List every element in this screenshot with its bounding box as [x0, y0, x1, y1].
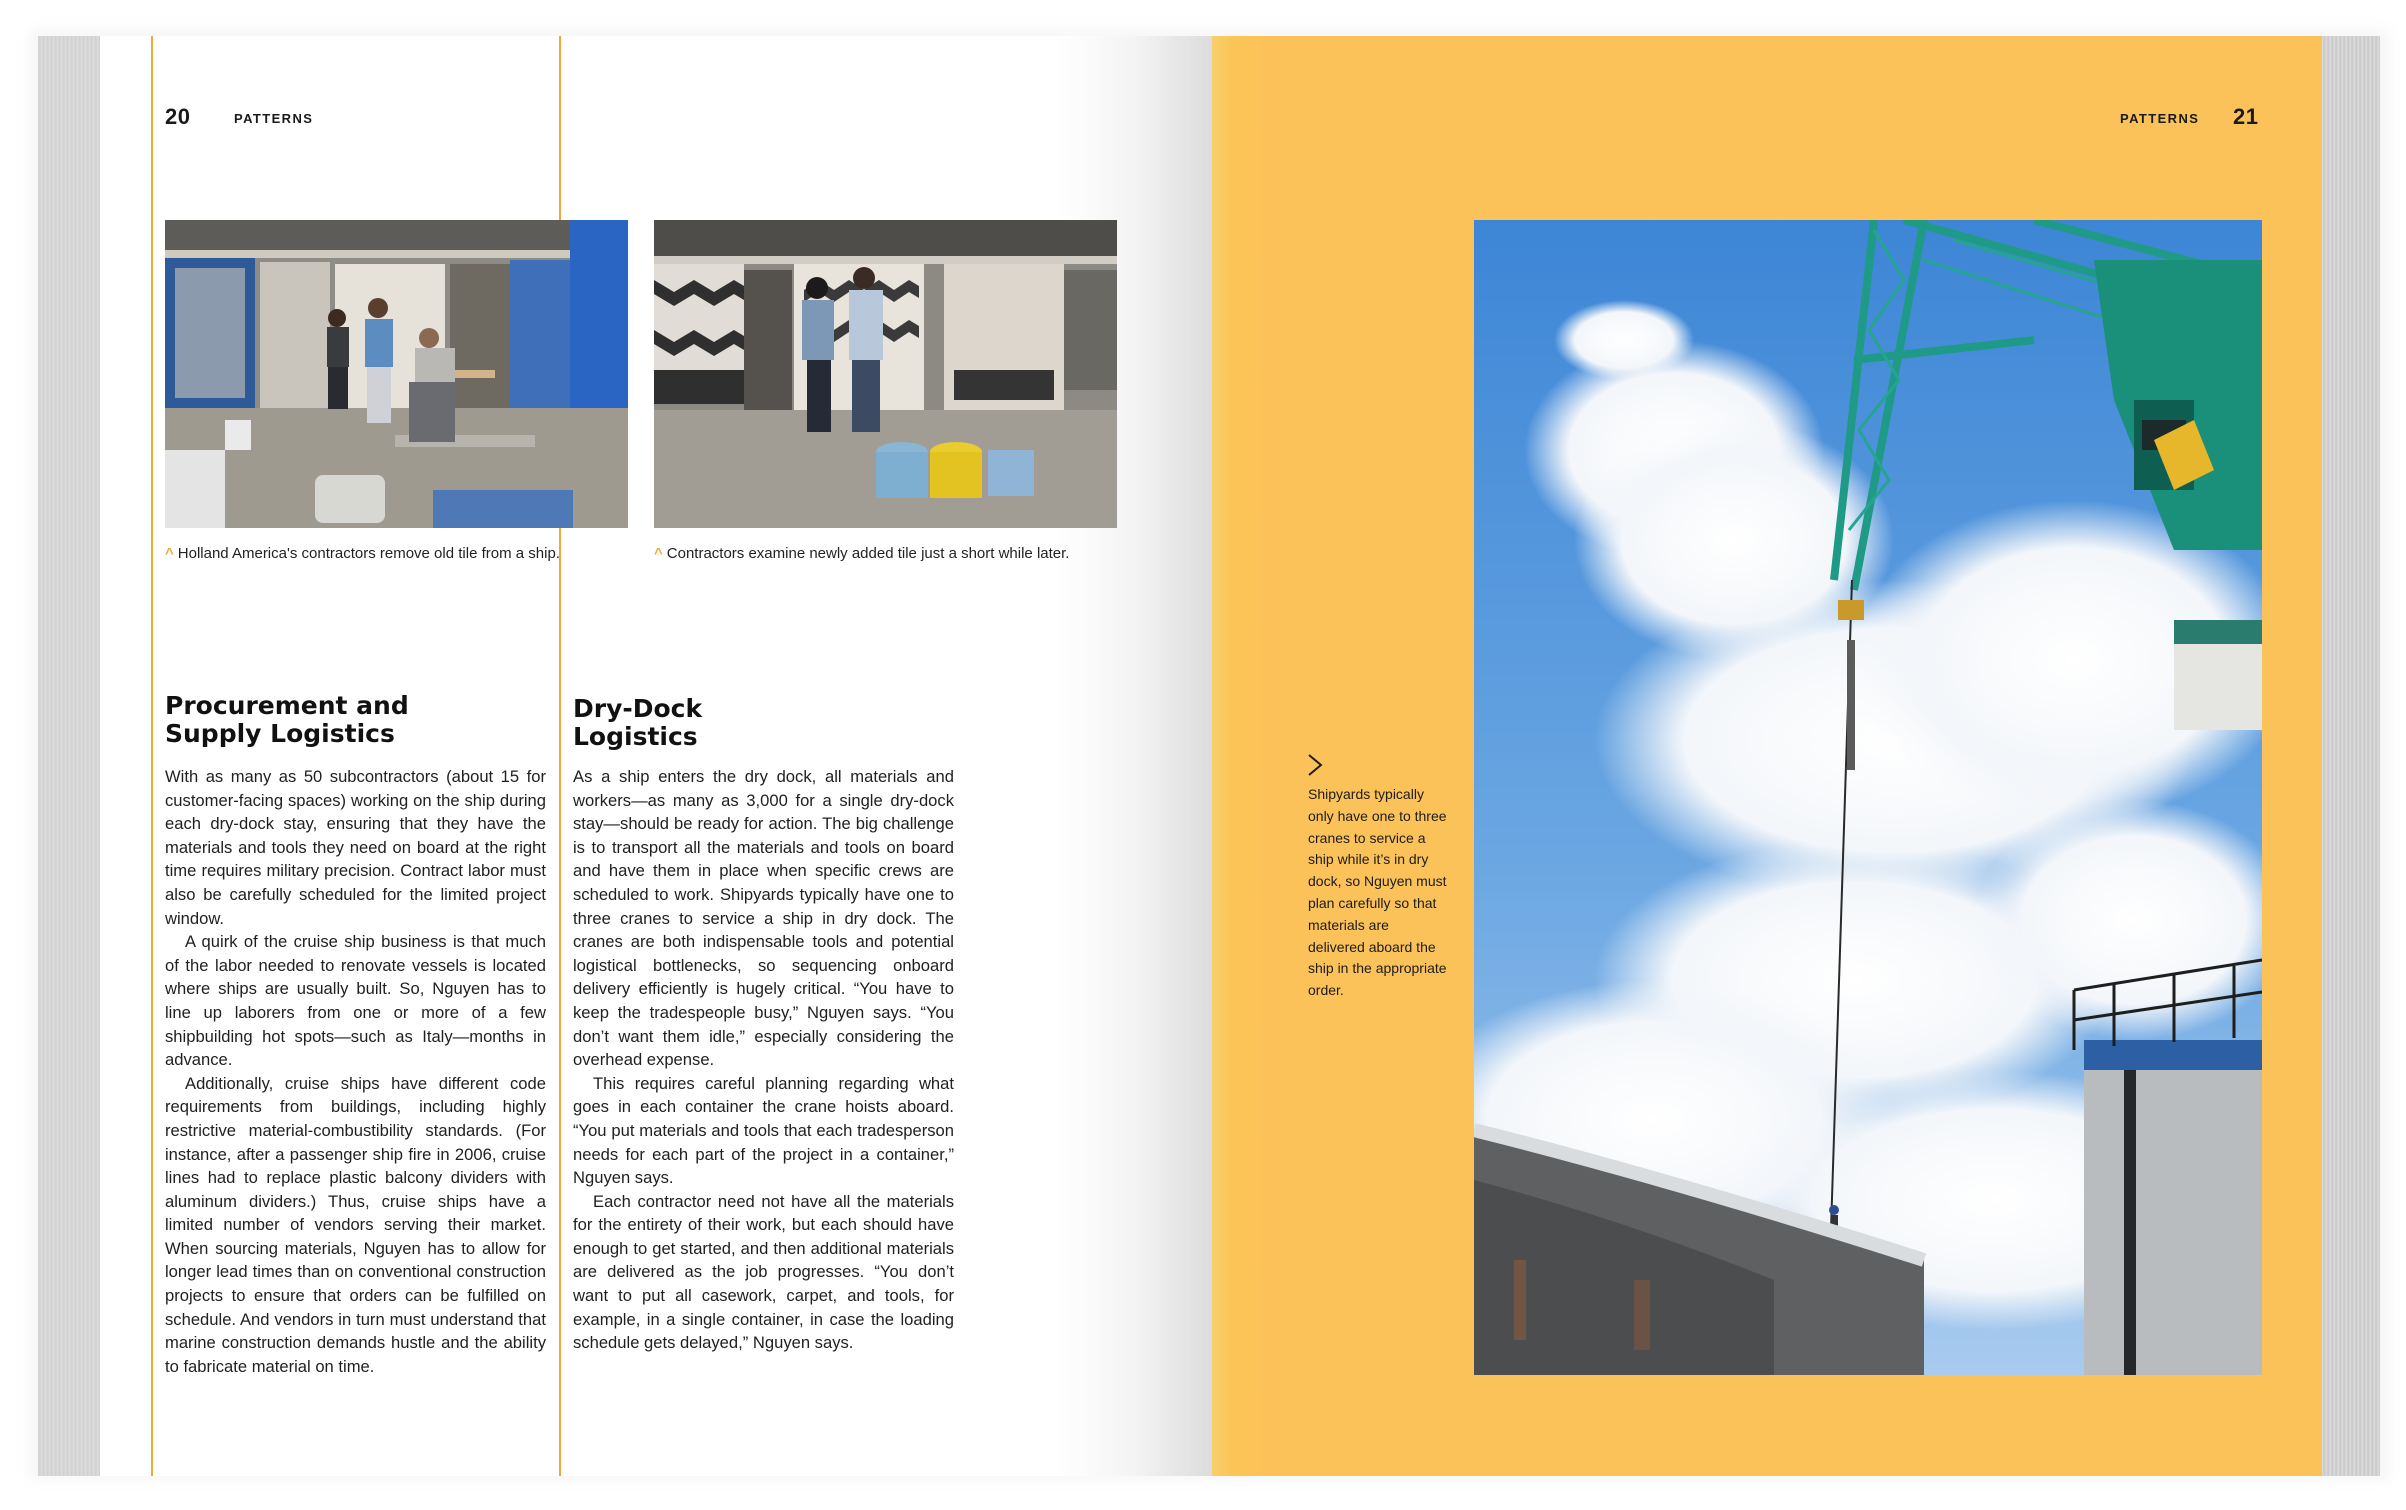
- body-column-dry-dock: [573, 765, 954, 1355]
- paragraph: Each contractor need not have all the materials for the entirety of their work, but each should have enough to get started, and then additional materials are delivered as the job progresses. “You don’t want to put all casework, carpet, and tools, for example, in a single container, in case the loading schedule gets delayed,” Nguyen says.: [573, 1191, 954, 1353]
- caption-marker-icon: ^: [654, 545, 663, 562]
- paragraph: This requires careful planning regarding what goes in each container the crane hoists aboard. “You put materials and tools that each tradesperson needs for each part of the project in a container,” Nguyen says.: [573, 1073, 954, 1188]
- right-page-edges: [2322, 36, 2380, 1476]
- orange-guide-line: [151, 36, 153, 1476]
- chevron-right-icon: [1306, 752, 1326, 778]
- heading-line: Procurement and: [165, 691, 409, 720]
- heading-line: Logistics: [573, 722, 698, 751]
- paragraph: Additionally, cruise ships have different code requirements from buildings, including highly restrictive material-combustibility standards. (For instance, after a passenger ship fire in 2006, cruise lines had to replace plastic balcony dividers with aluminum dividers.) Thus, cruise ships have a limited number of vendors serving their market. When sourcing materials, Nguyen has to allow for longer lead times than on conventional construction projects to ensure that orders can be fulfilled on schedule. And vendors in turn must understand that marine construction demands hustle and the ability to fabricate material on time.: [165, 1073, 546, 1376]
- heading-line: Dry-Dock: [573, 694, 703, 723]
- caption-marker-icon: ^: [165, 545, 174, 562]
- paragraph: With as many as 50 subcontractors (about 15 for customer-facing spaces) working on the ship during each dry-dock stay, ensuring that they have the materials and tools they need on board at the right time requires military precision. Contract labor must also be carefully scheduled for the limited project window.: [165, 767, 546, 928]
- photo-contractors-examining-tile: [654, 220, 1117, 528]
- photo-contractors-removing-tile: [165, 220, 628, 528]
- section-heading-procurement: [165, 692, 409, 748]
- pull-quote: Shipyards typically only have one to three cranes to service a ship while it’s in dry dock, so Nguyen must plan carefully so that materials are delivered aboard the ship in the appropriate order.: [1308, 786, 1447, 999]
- running-head-left: PATTERNS: [234, 111, 314, 126]
- body-column-procurement: [165, 765, 546, 1378]
- photo-crane-dry-dock: [1474, 220, 2262, 1375]
- section-heading-dry-dock: [573, 695, 702, 751]
- paragraph: As a ship enters the dry dock, all materials and workers—as many as 3,000 for a single dry-dock stay—should be ready for action. The big challenge is to transport all the materials and tools on board and have them in place when specific crews are scheduled to work. Shipyards typically have one to three cranes to service a ship in dry dock. The cranes are both indispensable tools and potential logistical bottlenecks, so sequencing onboard delivery efficiently is hugely critical. “You have to keep the tradespeople busy,” Nguyen says. “You don’t want them idle,” especially considering the overhead expense.: [573, 767, 954, 1070]
- page-number-right: 21: [2233, 104, 2259, 129]
- photo-caption: ^ Contractors examine newly added tile just a short while later.: [654, 545, 1070, 562]
- running-head-right: PATTERNS: [2120, 111, 2200, 126]
- heading-line: Supply Logistics: [165, 719, 395, 748]
- left-page-edges: [38, 36, 100, 1476]
- page-number-left: 20: [165, 104, 191, 129]
- photo-caption: ^ Holland America's contractors remove old tile from a ship.: [165, 545, 560, 562]
- paragraph: A quirk of the cruise ship business is that much of the labor needed to renovate vessels is located where ships are usually built. So, Nguyen has to line up laborers from one or more of a few shipbuilding hot spots—such as Italy—months in advance.: [165, 932, 546, 1070]
